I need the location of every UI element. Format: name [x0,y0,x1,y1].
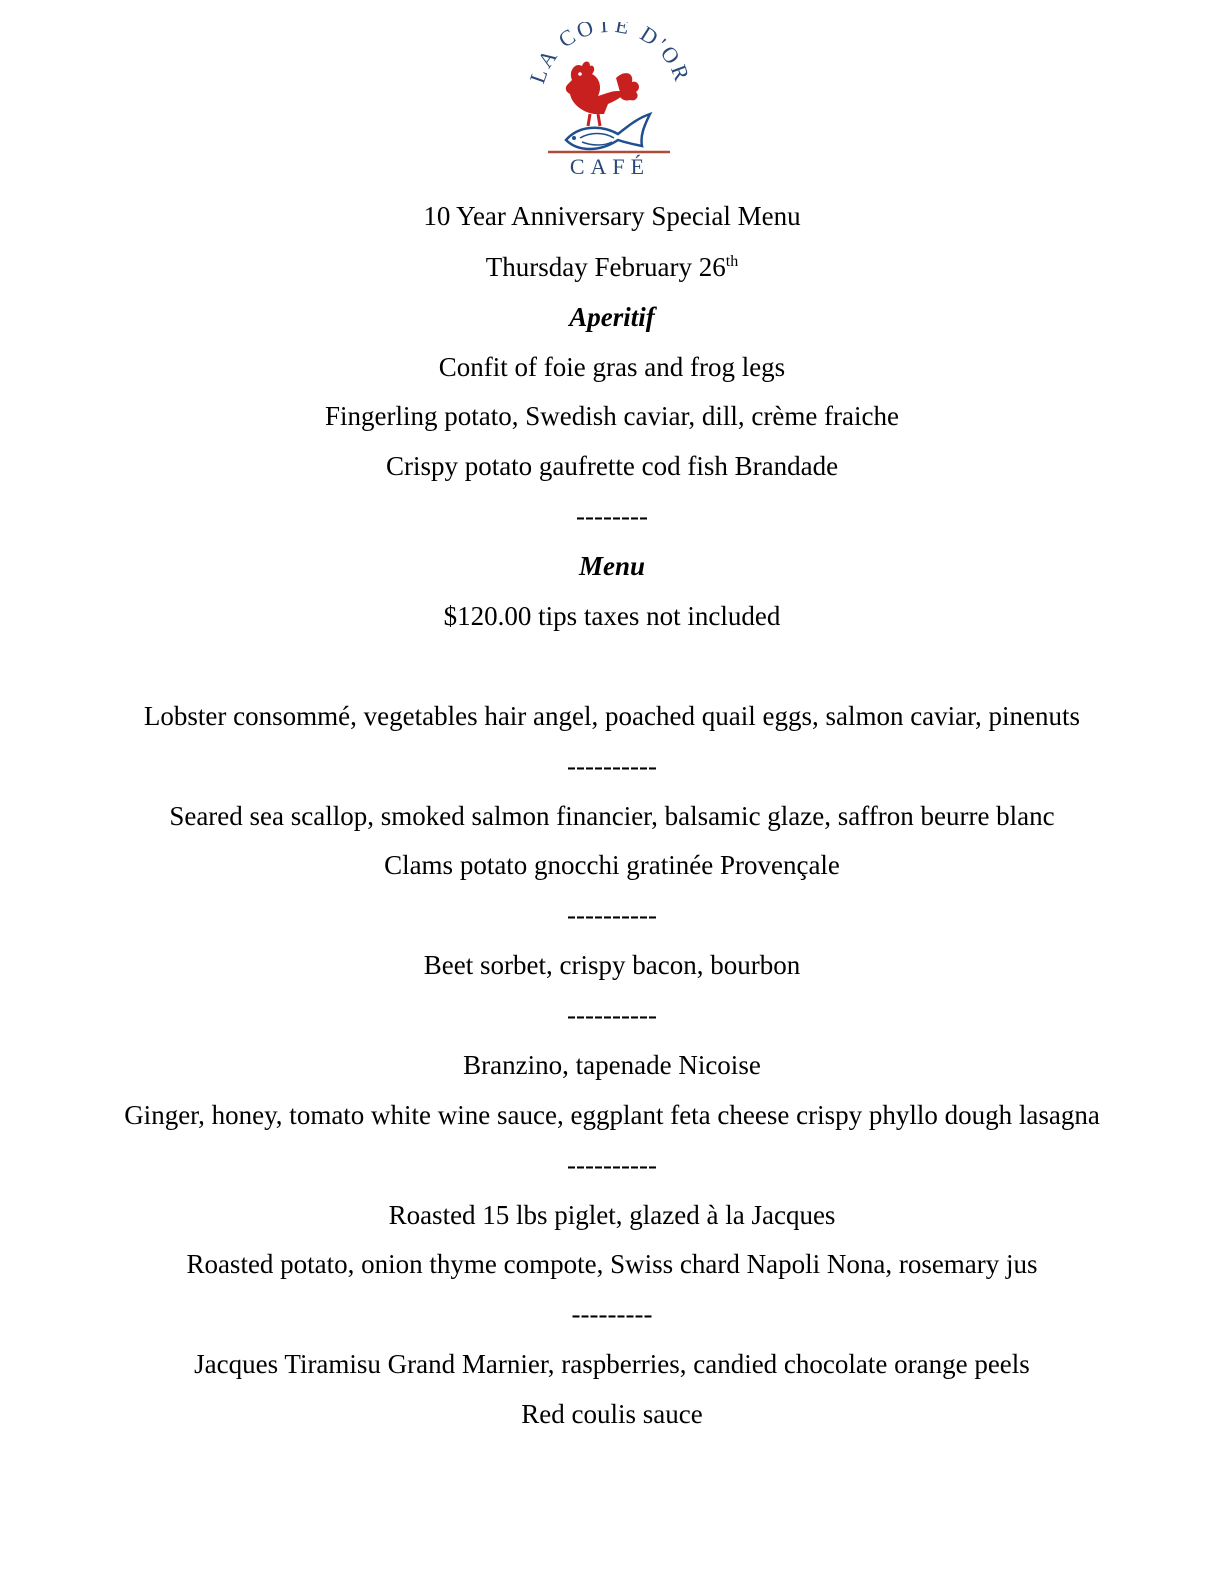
rooster-fish-icon [520,22,700,182]
menu-course-line: Jacques Tiramisu Grand Marnier, raspberries, candied chocolate orange peels [194,1349,1030,1379]
separator: ---------- [567,751,657,781]
menu-date [0,251,1224,283]
aperitif-heading: Aperitif [569,302,655,332]
menu-title: 10 Year Anniversary Special Menu [423,201,801,231]
separator: --------- [571,1299,653,1329]
menu-course-line: Beet sorbet, crispy bacon, bourbon [423,950,801,980]
menu-course-line: Seared sea scallop, smoked salmon financier, balsamic glaze, saffron beurre blanc [169,801,1055,831]
separator: ---------- [567,1000,657,1030]
menu-date-suffix: th [725,253,739,270]
aperitif-item: Confit of foie gras and frog legs [438,352,786,382]
menu-course-line: Ginger, honey, tomato white wine sauce, eggplant feta cheese crispy phyllo dough lasagna [124,1100,1100,1130]
menu-course-line: Roasted 15 lbs piglet, glazed à la Jacques [388,1200,836,1230]
menu-course-line: Branzino, tapenade Nicoise [463,1050,761,1080]
logo-arc-text: LA CÔTE D'OR [524,22,696,87]
menu-price: $120.00 tips taxes not included [443,601,781,631]
separator: ---------- [567,900,657,930]
separator: -------- [576,501,648,531]
fish-icon [566,114,650,149]
menu-date-text: Thursday February 26 [485,252,726,282]
separator: ---------- [567,1150,657,1180]
aperitif-item: Fingerling potato, Swedish caviar, dill, crème fraiche [325,401,899,431]
menu-heading: Menu [578,551,646,581]
menu-course-line: Red coulis sauce [521,1399,703,1429]
logo-cafe-text: CAFÉ [569,154,651,179]
menu-course-line: Clams potato gnocchi gratinée Provençale [384,850,840,880]
aperitif-item: Crispy potato gaufrette cod fish Brandade [385,451,839,481]
menu-course-line: Lobster consommé, vegetables hair angel, poached quail eggs, salmon caviar, pinenuts [143,701,1081,731]
menu-course-line: Roasted potato, onion thyme compote, Swiss chard Napoli Nona, rosemary jus [186,1249,1038,1279]
rooster-icon [566,62,639,127]
restaurant-logo [520,22,700,182]
